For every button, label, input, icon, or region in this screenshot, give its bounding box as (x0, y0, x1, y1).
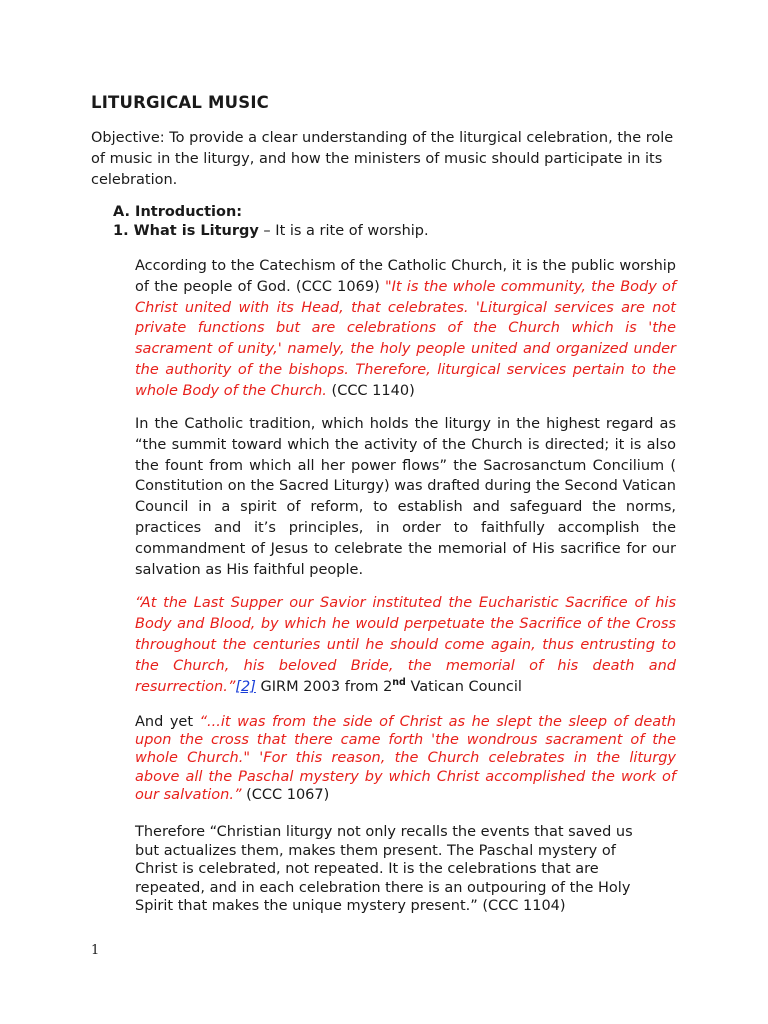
quote-text: “...it was from the side of Christ as he slept the sleep of death upon the cross that there came forth 'the wondrous sacrament of the whole Church." 'For this reason, the Church celebrates in the liturgy above all the Paschal mystery by which Christ accomplished the work of our salvation.” (135, 714, 676, 803)
citation: GIRM 2003 from 2 (255, 679, 393, 695)
paragraph-text: According to the Catechism of the Catholic Church, it is the public worship of the people of God. (CCC 1069) (135, 258, 676, 295)
page-number: 1 (91, 943, 100, 958)
citation: (CCC 1067) (241, 786, 330, 803)
objective-paragraph: Objective: To provide a clear understanding of the liturgical celebration, the role of music in the liturgy, and how the ministers of music should participate in its celebration. (91, 130, 674, 188)
quote-text: "It is the whole community, the Body of Christ united with its Head, that celebrates. 'Liturgical services are not private functions but are celebrations of the Church which is 'the sacrament of unity,' namely, the holy people united and organized under the authority of the bishops. Therefore, liturgical services pertain to the whole Body of the Church. (135, 278, 676, 399)
paragraph-text: And yet (135, 714, 200, 730)
section-heading-introduction: A. Introduction: (113, 204, 243, 220)
citation: (CCC 1140) (326, 382, 415, 399)
paragraph-therefore: Therefore “Christian liturgy not only recalls the events that saved us but actualizes them, makes them present. The Paschal mystery of Christ is celebrated, not repeated. It is the celebrations that are repeated, and in each celebration there is an outpouring of the Holy Spirit that makes the unique mystery present.” (CCC 1104) (135, 824, 633, 915)
document-title: LITURGICAL MUSIC (91, 93, 269, 112)
item-heading-what-is-liturgy (113, 223, 429, 239)
paragraph-catholic-tradition: In the Catholic tradition, which holds the liturgy in the highest regard as “the summit toward which the activity of the Church is directed; it is also the fount from which all her power flows” the Sacrosanctum Concilium ( Constitution on the Sacred Liturgy) was drafted during the Second Vatican Council in a spirit of reform, to establish and safeguard the norms, practices and it’s principles, in order to faithfully accomplish the commandment of Jesus to celebrate the memorial of His sacrifice for our salvation as His faithful people. (135, 416, 676, 578)
paragraph-and-yet (135, 713, 676, 804)
paragraph-catechism (135, 256, 676, 402)
citation: Vatican Council (405, 679, 522, 695)
paragraph-last-supper (135, 593, 676, 698)
footnote-link[interactable]: [2] (235, 679, 256, 695)
ordinal-superscript: nd (392, 677, 406, 688)
quote-text: “At the Last Supper our Savior instituted the Eucharistic Sacrifice of his Body and Blood, by which he would perpetuate the Sacrifice of the Cross throughout the centuries until he should come again, thus entrusting to the Church, his beloved Bride, the memorial of his death and resurrection.” (135, 595, 676, 695)
item-label: 1. What is Liturgy (113, 223, 259, 239)
item-text: – It is a rite of worship. (258, 223, 429, 239)
